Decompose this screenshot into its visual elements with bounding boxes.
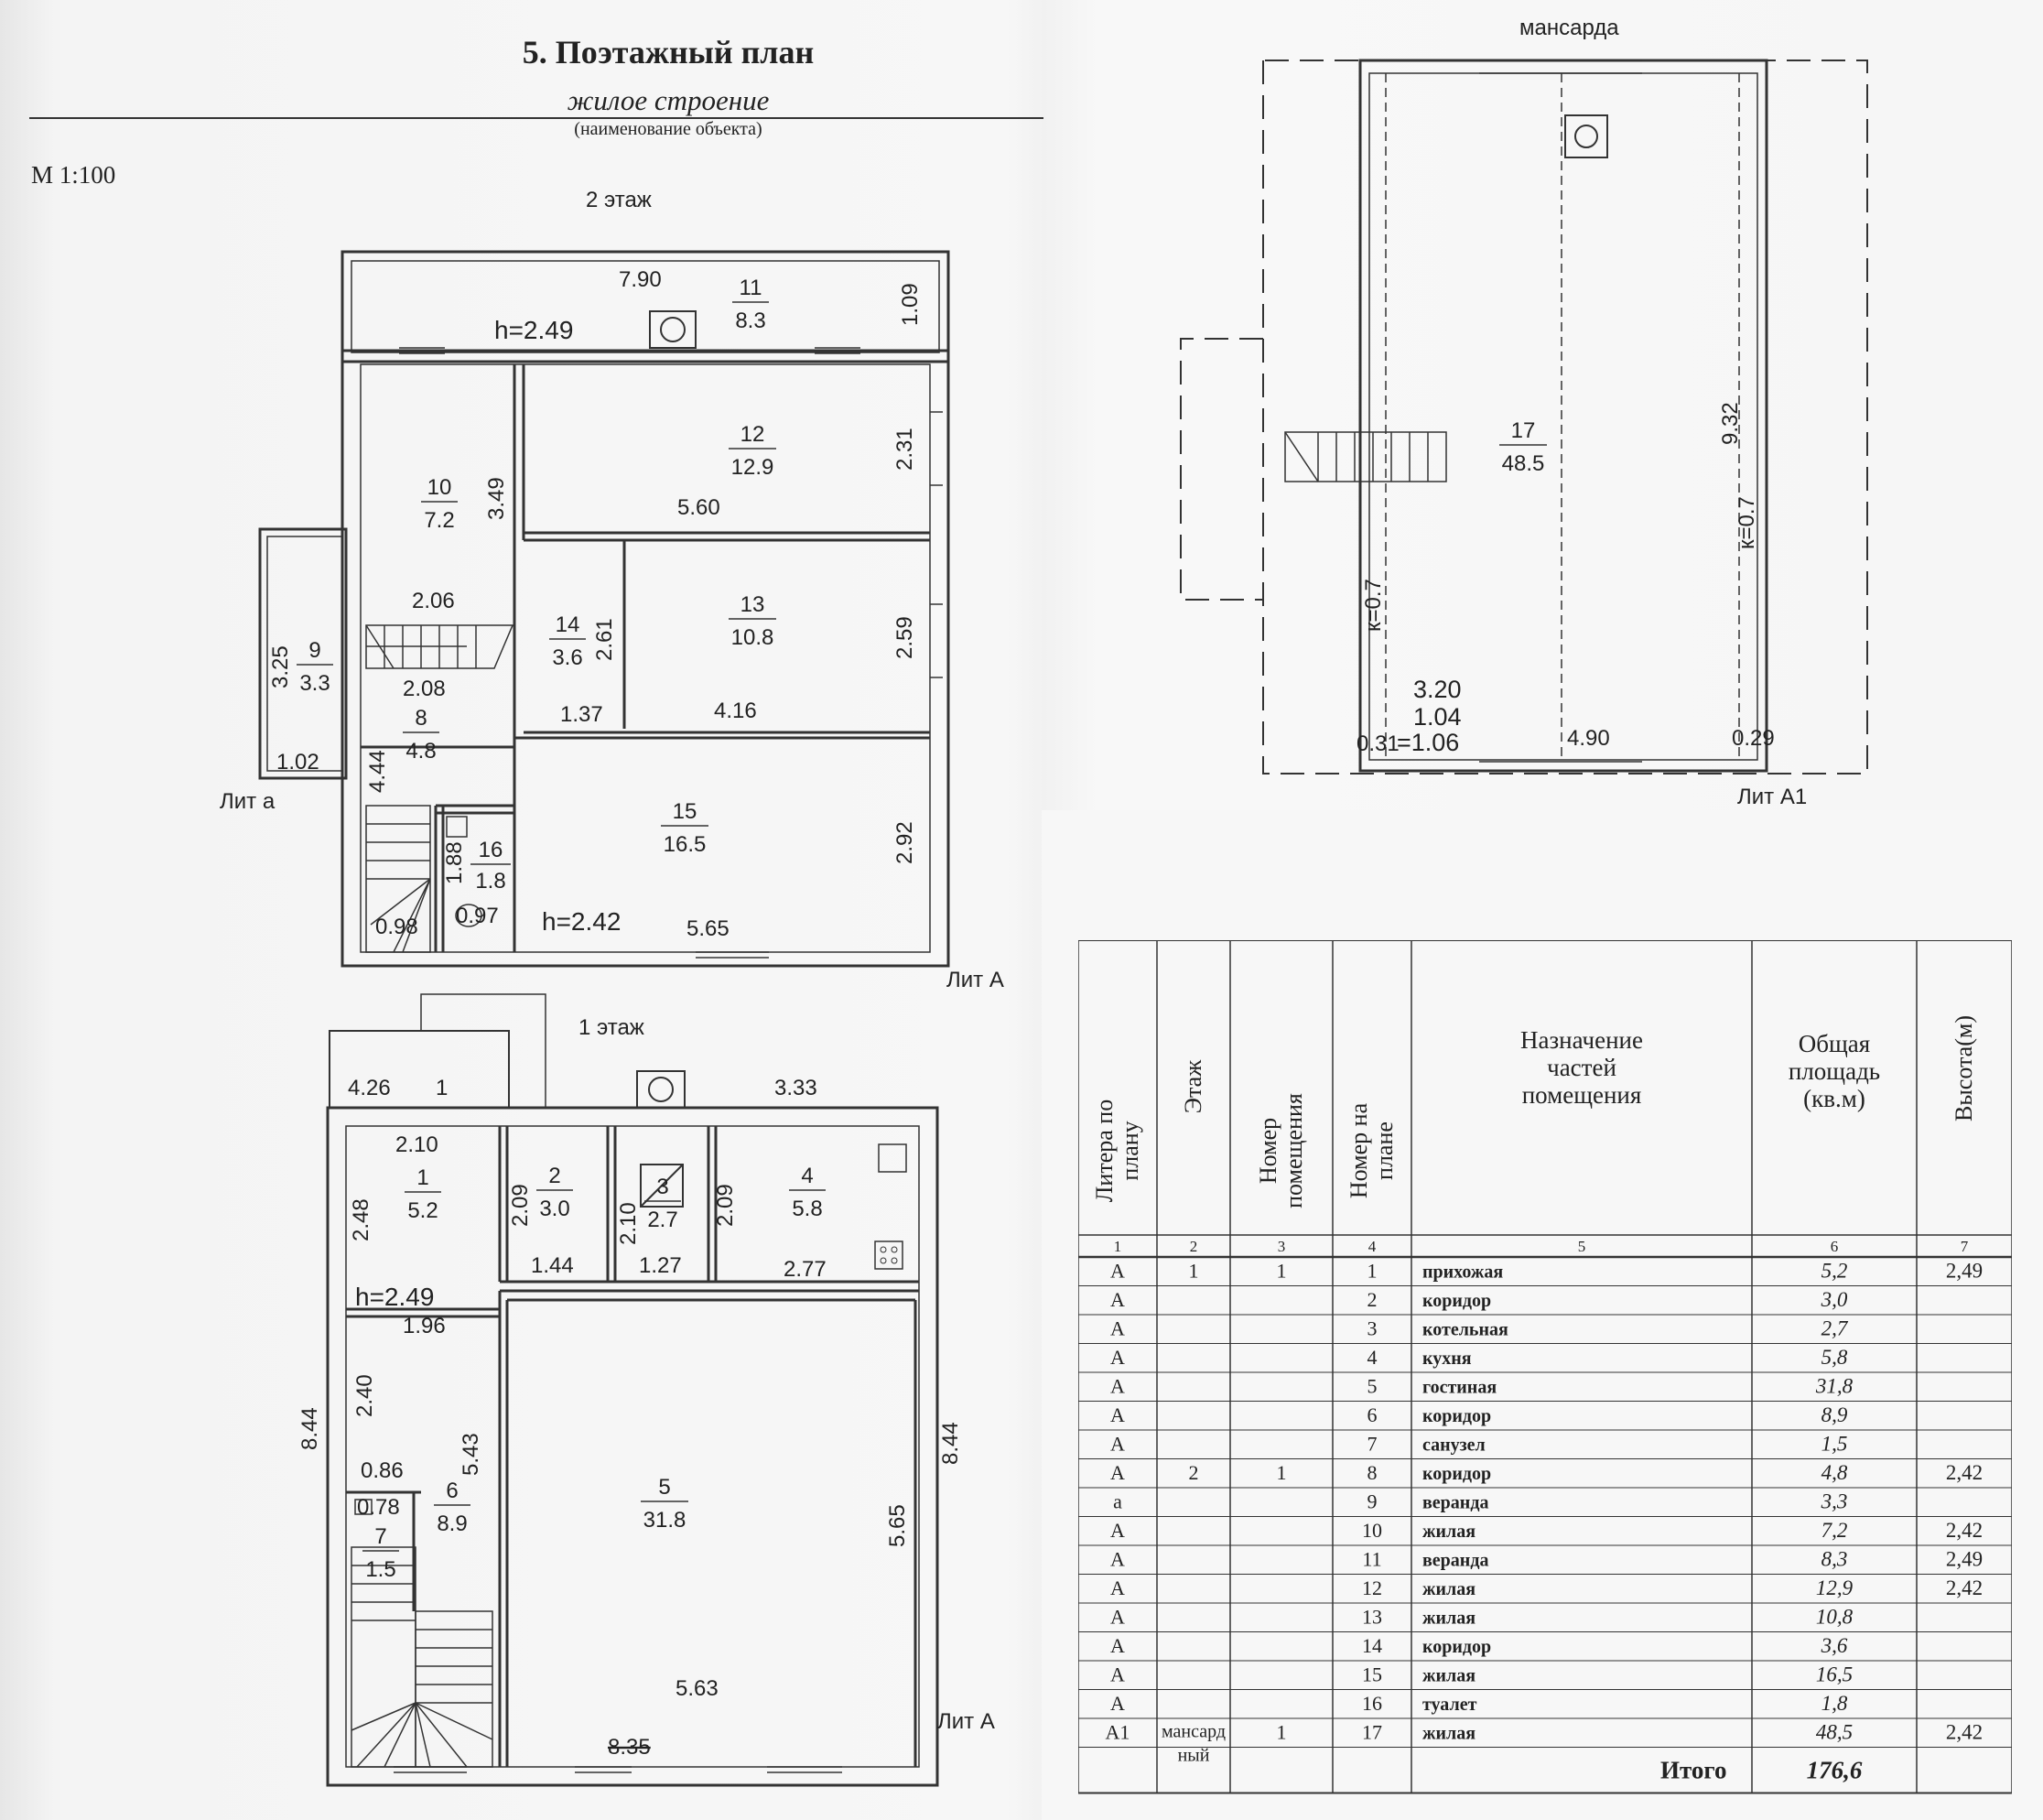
dim: 2.61	[592, 618, 617, 661]
column-header: Этаж	[1180, 1059, 1206, 1114]
floor1-lit-A: Лит А	[937, 1709, 995, 1734]
cell-lit: А	[1110, 1692, 1125, 1715]
cell-num: 15	[1362, 1663, 1382, 1686]
cell-area: 4,8	[1821, 1461, 1848, 1484]
dim: 1.44	[531, 1253, 574, 1278]
dim: 3.49	[484, 477, 509, 520]
cell-lit: А	[1110, 1519, 1125, 1542]
dim: 2.09	[713, 1184, 738, 1227]
sink-icon	[447, 817, 467, 837]
room-area: 3.3	[299, 671, 330, 696]
dim: 5.65	[686, 916, 730, 941]
explication-table-sheet	[1042, 810, 2043, 1820]
cell-num: 12	[1362, 1576, 1382, 1599]
room-area: 16.5	[663, 832, 707, 857]
cell-num: 7	[1367, 1432, 1378, 1456]
room-area: 2.7	[647, 1208, 678, 1232]
dim: 5.65	[885, 1504, 910, 1547]
room-number: 11	[739, 276, 762, 300]
dim: к=0.7	[1361, 579, 1386, 632]
cell-purpose: гостиная	[1422, 1377, 1497, 1398]
floor2-label: 2 этаж	[586, 188, 652, 212]
cell-num: 13	[1362, 1605, 1382, 1629]
dim: 1.27	[639, 1253, 682, 1278]
dim: 0.31	[1357, 731, 1400, 756]
dim: 4.16	[714, 699, 757, 723]
cell-lit: А1	[1105, 1720, 1130, 1744]
cell-area: 48,5	[1815, 1720, 1854, 1744]
cell-lit: А	[1110, 1259, 1125, 1283]
document-title: 5. Поэтажный план	[522, 34, 815, 70]
attic-lit: Лит А1	[1737, 785, 1808, 809]
dim: 3.25	[268, 645, 293, 688]
cell-height: 2,42	[1945, 1461, 1984, 1484]
cell-num: 8	[1367, 1461, 1378, 1484]
stair-icon	[1285, 432, 1446, 482]
dim: 0.29	[1732, 726, 1775, 751]
sink-icon	[879, 1144, 906, 1172]
explication-table	[1078, 940, 2012, 1814]
cell-area: 3,6	[1821, 1634, 1848, 1657]
cell-area: 1,8	[1821, 1692, 1848, 1715]
cell-area: 1,5	[1821, 1432, 1848, 1456]
cell-lit: А	[1110, 1316, 1125, 1340]
column-number: 3	[1277, 1238, 1286, 1255]
dim: 4.26	[348, 1076, 391, 1100]
cell-lit: А	[1110, 1432, 1125, 1456]
column-number: 5	[1577, 1238, 1586, 1255]
cell-lit: А	[1110, 1663, 1125, 1686]
cell-area: 3,0	[1821, 1288, 1848, 1311]
dim: 2.10	[395, 1132, 438, 1157]
dim: 8.35	[608, 1735, 651, 1760]
chimney-icon	[1565, 115, 1607, 157]
dim: 1.96	[403, 1314, 446, 1338]
column-header: плану	[1117, 1121, 1143, 1181]
cell-num: 6	[1367, 1403, 1378, 1426]
column-number: 2	[1189, 1238, 1198, 1255]
cell-purpose: жилая	[1422, 1608, 1476, 1629]
room-area: 1.8	[475, 869, 506, 894]
total-label: Итого	[1660, 1756, 1727, 1784]
dim: 1.04	[1413, 703, 1462, 731]
column-header: Высота(м)	[1951, 1015, 1977, 1121]
room-area: 8.9	[437, 1511, 468, 1536]
scale-label: М 1:100	[31, 161, 116, 189]
dim: 0.97	[456, 904, 499, 928]
cell-lit: А	[1110, 1288, 1125, 1311]
column-number: 6	[1830, 1238, 1839, 1255]
object-caption: (наименование объекта)	[574, 119, 762, 139]
room-number: 12	[740, 422, 765, 447]
room-area: 10.8	[730, 625, 774, 650]
cell-num: 3	[1367, 1316, 1378, 1340]
dim: 4.90	[1567, 726, 1610, 751]
dim: 3.33	[774, 1076, 817, 1100]
room-area: 3.6	[552, 645, 583, 670]
column-header: помещения	[1281, 1093, 1307, 1208]
dim: 1.02	[276, 750, 319, 775]
column-number: 4	[1367, 1238, 1377, 1255]
object-name: жилое строение	[567, 84, 770, 116]
dim: 5.43	[459, 1433, 483, 1476]
room-number: 15	[672, 799, 697, 824]
room-number: 2	[548, 1164, 561, 1188]
cell-room: 1	[1276, 1461, 1287, 1484]
room-number: 3	[656, 1175, 669, 1199]
cell-floor: 2	[1188, 1461, 1199, 1484]
cell-area: 16,5	[1815, 1663, 1854, 1686]
floor1-height: h=2.49	[355, 1283, 435, 1311]
dim: 2.06	[412, 589, 455, 613]
column-number: 7	[1960, 1238, 1969, 1255]
cell-height: 2,49	[1945, 1259, 1984, 1283]
cell-purpose: коридор	[1422, 1464, 1492, 1484]
cell-area: 5,2	[1821, 1259, 1848, 1283]
cell-num: 2	[1367, 1288, 1378, 1311]
cell-num: 9	[1367, 1490, 1378, 1513]
cell-purpose: веранда	[1422, 1550, 1489, 1571]
dim: 8.44	[297, 1407, 322, 1450]
floor1-plan	[0, 980, 1043, 1820]
dim: 4.44	[365, 750, 390, 793]
room-number: 14	[555, 612, 580, 637]
dim: 5.60	[677, 495, 720, 520]
column-header: помещения	[1521, 1081, 1642, 1109]
room-area: 8.3	[735, 309, 766, 333]
room-number: 1	[416, 1165, 429, 1190]
room-area: 5.8	[792, 1197, 823, 1221]
cell-floor: мансард	[1161, 1721, 1227, 1742]
cell-floor: ный	[1177, 1745, 1210, 1766]
cell-num: 17	[1362, 1720, 1382, 1744]
dim: 7.90	[619, 267, 662, 292]
room-area: 31.8	[643, 1508, 686, 1533]
cell-area: 8,9	[1821, 1403, 1848, 1426]
column-header: Номер на	[1346, 1102, 1372, 1199]
cell-purpose: кухня	[1422, 1349, 1472, 1369]
room-number: 8	[415, 706, 427, 731]
cell-purpose: жилая	[1422, 1522, 1476, 1542]
stove-icon	[875, 1241, 903, 1269]
cell-lit: А	[1110, 1547, 1125, 1571]
room-area: 4.8	[405, 739, 437, 764]
room-number: 7	[374, 1524, 387, 1549]
room-number: 10	[427, 475, 452, 500]
column-header: Назначение	[1520, 1026, 1643, 1054]
dim: 1.88	[442, 841, 467, 884]
room-area: 48.5	[1501, 451, 1545, 476]
cell-num: 1	[1367, 1259, 1378, 1283]
cell-purpose: жилая	[1422, 1579, 1476, 1599]
dim: 5.63	[676, 1676, 719, 1701]
column-header: частей	[1547, 1054, 1616, 1081]
column-header: площадь	[1788, 1057, 1881, 1085]
cell-num: 11	[1362, 1547, 1382, 1571]
dim: к=0.7	[1735, 496, 1759, 549]
dim: 0.98	[375, 915, 418, 939]
dim: 2.31	[892, 428, 917, 471]
attic-label: мансарда	[1519, 16, 1619, 40]
room-number: 5	[658, 1475, 671, 1500]
dim: =1.06	[1397, 729, 1460, 756]
floor2-lit-A: Лит А	[946, 968, 1004, 992]
cell-area: 10,8	[1815, 1605, 1854, 1629]
cell-room: 1	[1276, 1720, 1287, 1744]
cell-purpose: жилая	[1422, 1665, 1476, 1686]
cell-num: 10	[1362, 1519, 1382, 1542]
cell-height: 2,49	[1945, 1547, 1984, 1571]
cell-area: 8,3	[1821, 1547, 1848, 1571]
cell-area: 3,3	[1821, 1490, 1848, 1513]
cell-room: 1	[1276, 1259, 1287, 1283]
cell-lit: А	[1110, 1634, 1125, 1657]
cell-lit: А	[1110, 1346, 1125, 1369]
dim: 3.20	[1413, 676, 1462, 703]
room-number: 17	[1510, 418, 1536, 443]
cell-num: 5	[1367, 1374, 1378, 1398]
floor2-height-bottom: h=2.42	[542, 907, 622, 936]
cell-lit: А	[1110, 1374, 1125, 1398]
dim: 2.09	[508, 1184, 533, 1227]
cell-num: 4	[1367, 1346, 1378, 1369]
room-number: 9	[308, 638, 321, 663]
cell-purpose: веранда	[1422, 1492, 1489, 1513]
dim: 1.37	[560, 702, 603, 727]
column-header: Общая	[1798, 1030, 1871, 1057]
cell-lit: А	[1110, 1576, 1125, 1599]
column-header: Литера по	[1091, 1099, 1118, 1203]
cell-purpose: туалет	[1422, 1695, 1477, 1715]
cell-area: 2,7	[1821, 1316, 1848, 1340]
cell-lit: А	[1110, 1605, 1125, 1629]
total-value: 176,6	[1806, 1756, 1863, 1784]
column-header: (кв.м)	[1803, 1085, 1865, 1112]
dim: 1.09	[898, 283, 923, 326]
cell-lit: А	[1110, 1461, 1125, 1484]
column-number: 1	[1113, 1238, 1122, 1255]
room-area: 1.5	[365, 1557, 396, 1582]
attic-plan	[1043, 0, 2043, 810]
cell-floor: 1	[1188, 1259, 1199, 1283]
room-number: 4	[801, 1164, 814, 1188]
cell-height: 2,42	[1945, 1720, 1984, 1744]
floor1-label: 1 этаж	[578, 1015, 644, 1040]
dim: 2.92	[892, 821, 917, 864]
dim: 2.40	[352, 1374, 377, 1417]
cell-area: 5,8	[1821, 1346, 1848, 1369]
dim: 2.10	[616, 1202, 641, 1245]
dim: 2.08	[403, 677, 446, 701]
dim: 2.48	[349, 1198, 373, 1241]
dim: 0.78	[357, 1495, 400, 1520]
cell-num: 16	[1362, 1692, 1382, 1715]
cell-num: 14	[1362, 1634, 1382, 1657]
dim: 9.32	[1718, 402, 1743, 445]
cell-purpose: коридор	[1422, 1637, 1492, 1657]
room-area: 7.2	[424, 508, 455, 533]
cell-purpose: жилая	[1422, 1723, 1476, 1744]
room-number: 16	[478, 838, 503, 862]
cell-area: 7,2	[1821, 1519, 1848, 1542]
cell-purpose: коридор	[1422, 1406, 1492, 1426]
floor2-plan	[0, 0, 1043, 1007]
room-area: 12.9	[730, 455, 774, 480]
room-number: 6	[446, 1479, 459, 1503]
dim: 0.86	[361, 1458, 404, 1483]
cell-height: 2,42	[1945, 1519, 1984, 1542]
floor2-lit-a-small: Лит а	[220, 789, 276, 814]
cell-area: 31,8	[1815, 1374, 1854, 1398]
cell-lit: А	[1110, 1403, 1125, 1426]
cell-area: 12,9	[1815, 1576, 1854, 1599]
dim: 2.59	[892, 616, 917, 659]
column-header: Номер	[1255, 1117, 1281, 1185]
floor2-height-top: h=2.49	[494, 316, 574, 344]
dim: 2.77	[784, 1257, 827, 1282]
cell-purpose: коридор	[1422, 1291, 1492, 1311]
cell-height: 2,42	[1945, 1576, 1984, 1599]
dim: 1	[436, 1076, 449, 1100]
dim: 8.44	[938, 1422, 963, 1465]
column-header: плане	[1371, 1121, 1398, 1180]
room-area: 5.2	[407, 1198, 438, 1223]
cell-purpose: прихожая	[1422, 1262, 1504, 1283]
cell-purpose: санузел	[1422, 1435, 1486, 1456]
room-number: 13	[740, 592, 765, 617]
cell-purpose: котельная	[1422, 1319, 1508, 1340]
room-area: 3.0	[539, 1197, 570, 1221]
cell-lit: а	[1113, 1490, 1122, 1513]
